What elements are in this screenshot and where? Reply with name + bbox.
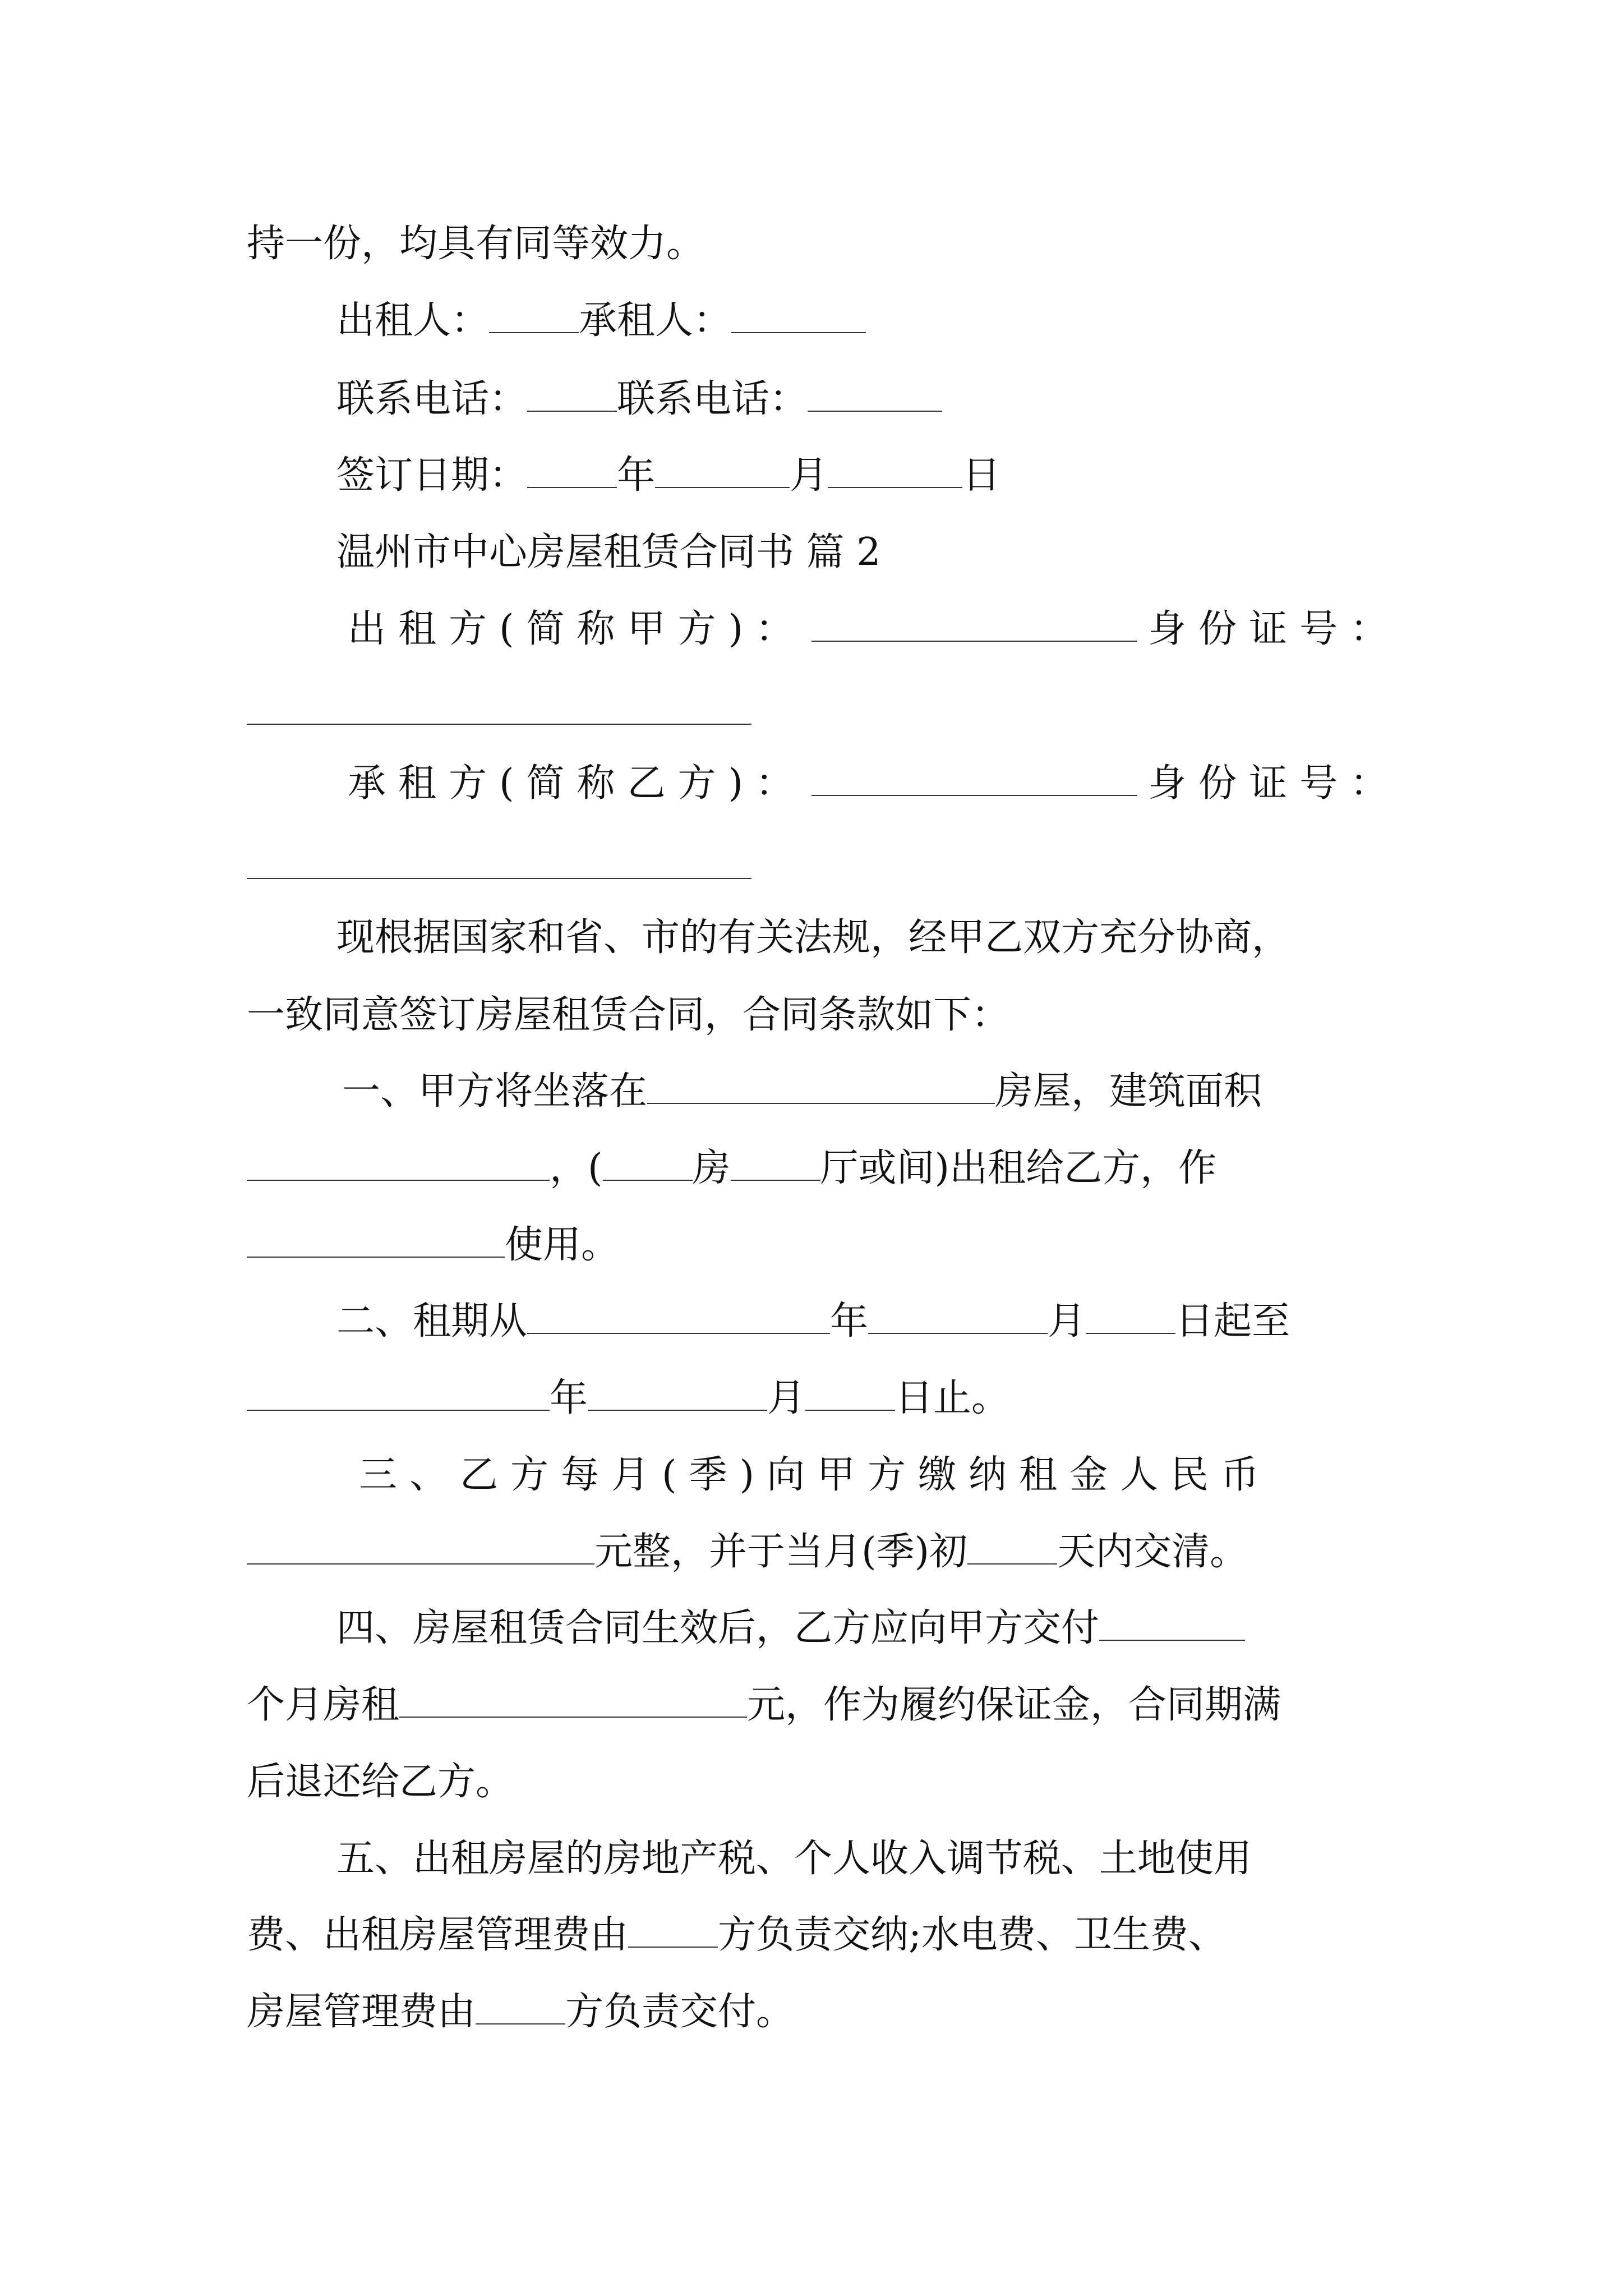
text: 持一份，均具有同等效力。 [247, 222, 705, 266]
blank-field[interactable] [967, 1531, 1057, 1565]
text: ，( [550, 1146, 603, 1190]
lessee-id-line [348, 761, 1400, 806]
text: 现根据国家和省、市的有关法规，经甲乙双方充分协商， [336, 915, 1290, 960]
text: 元，作为履约保证金，合同期满 [747, 1683, 1281, 1727]
label-lessor-party: 出租方(简称甲方)： [348, 607, 806, 651]
blank-field[interactable] [655, 454, 790, 488]
blank-field[interactable] [247, 1147, 550, 1181]
text: 月 [767, 1376, 806, 1420]
label-lessee-party: 承租方(简称乙方)： [348, 761, 806, 806]
blank-field[interactable] [247, 1377, 550, 1411]
text: 房 [692, 1146, 731, 1190]
text: 个月房租 [247, 1683, 400, 1727]
clause-1-line [247, 1146, 1216, 1191]
text: 月 [1048, 1299, 1086, 1343]
blank-field[interactable] [247, 1531, 594, 1565]
blank-field[interactable] [489, 300, 579, 333]
text: 方负责交纳;水电费、卫生费、 [718, 1913, 1227, 1957]
clause-2-line [336, 1299, 1290, 1344]
blank-field[interactable] [647, 1070, 995, 1104]
blank-field[interactable] [476, 1991, 565, 2024]
blank-field[interactable] [628, 1914, 718, 1948]
text: 日止。 [895, 1376, 1010, 1420]
paragraph-line [336, 915, 1290, 960]
text: 五、出租房屋的房地产税、个人收入调节税、土地使用 [336, 1837, 1252, 1881]
text: 天内交清。 [1057, 1530, 1248, 1574]
blank-field[interactable] [805, 1377, 895, 1411]
blank-rule[interactable] [247, 724, 751, 725]
label-lessor: 出租人： [336, 298, 490, 343]
text: 日 [962, 453, 1001, 498]
lessor-id-line [348, 607, 1400, 652]
blank-field[interactable] [811, 762, 1137, 796]
clause-4-line [247, 1683, 1281, 1728]
clause-5-line [247, 1913, 1227, 1958]
title-text: 温州市中心房屋租赁合同书 篇 2 [336, 530, 881, 574]
sign-date-line [336, 453, 1000, 498]
blank-field[interactable] [731, 300, 866, 333]
text: 年 [617, 453, 656, 498]
text: 房屋，建筑面积 [995, 1069, 1262, 1114]
blank-field[interactable] [811, 608, 1137, 642]
section-title [336, 530, 881, 575]
blank-field[interactable] [603, 1147, 693, 1181]
text: 三、乙方每月(季)向甲方缴纳租金人民币 [359, 1453, 1272, 1497]
text: 厅或间)出租给乙方，作 [820, 1146, 1217, 1190]
label-sign-date: 签订日期： [336, 453, 528, 498]
text: 一、甲方将坐落在 [342, 1069, 648, 1114]
blank-field[interactable] [868, 1300, 1048, 1334]
text: 二、租期从 [336, 1299, 528, 1343]
blank-field[interactable] [808, 378, 942, 412]
clause-1-line [247, 1223, 619, 1268]
clause-4-line [247, 1760, 514, 1805]
blank-field[interactable] [731, 1147, 820, 1181]
clause-5-line [336, 1837, 1252, 1881]
blank-field[interactable] [1099, 1607, 1245, 1641]
blank-field[interactable] [399, 1684, 747, 1718]
text: 使用。 [505, 1223, 620, 1267]
clause-5-line [247, 1990, 794, 2035]
lessor-signature-line [336, 298, 866, 343]
text: 一致同意签订房屋租赁合同，合同条款如下： [247, 993, 1010, 1037]
text: 四、房屋租赁合同生效后，乙方应向甲方交付 [336, 1606, 1100, 1650]
clause-4-line [336, 1606, 1245, 1651]
clause-1-line [342, 1069, 1262, 1114]
text: 费、出租房屋管理费由 [247, 1913, 629, 1957]
blank-field[interactable] [1086, 1300, 1175, 1334]
paragraph-line [247, 993, 1009, 1038]
label-id-number: 身份证号： [1148, 761, 1401, 806]
text: 方负责交付。 [565, 1990, 795, 2034]
blank-field[interactable] [588, 1377, 767, 1411]
text: 房屋管理费由 [247, 1990, 476, 2034]
clause-3-line [247, 1530, 1248, 1575]
text-line [247, 222, 704, 266]
blank-field[interactable] [247, 1224, 505, 1258]
text: 月 [790, 453, 828, 498]
text: 年 [830, 1299, 869, 1343]
text: 年 [550, 1376, 588, 1420]
blank-field[interactable] [828, 454, 962, 488]
blank-field[interactable] [527, 1300, 830, 1334]
text: 日起至 [1175, 1299, 1290, 1343]
clause-3-line [359, 1453, 1271, 1498]
label-id-number: 身份证号： [1148, 607, 1401, 651]
phone-line [336, 377, 942, 422]
clause-2-line [247, 1376, 1009, 1421]
label-phone: 联系电话： [336, 377, 528, 421]
label-lessee: 承租人： [579, 298, 732, 343]
text: 元整，并于当月(季)初 [594, 1530, 968, 1574]
text: 后退还给乙方。 [247, 1760, 514, 1804]
blank-field[interactable] [527, 378, 617, 412]
label-phone: 联系电话： [617, 377, 808, 421]
blank-rule[interactable] [247, 878, 751, 879]
blank-field[interactable] [527, 454, 617, 488]
